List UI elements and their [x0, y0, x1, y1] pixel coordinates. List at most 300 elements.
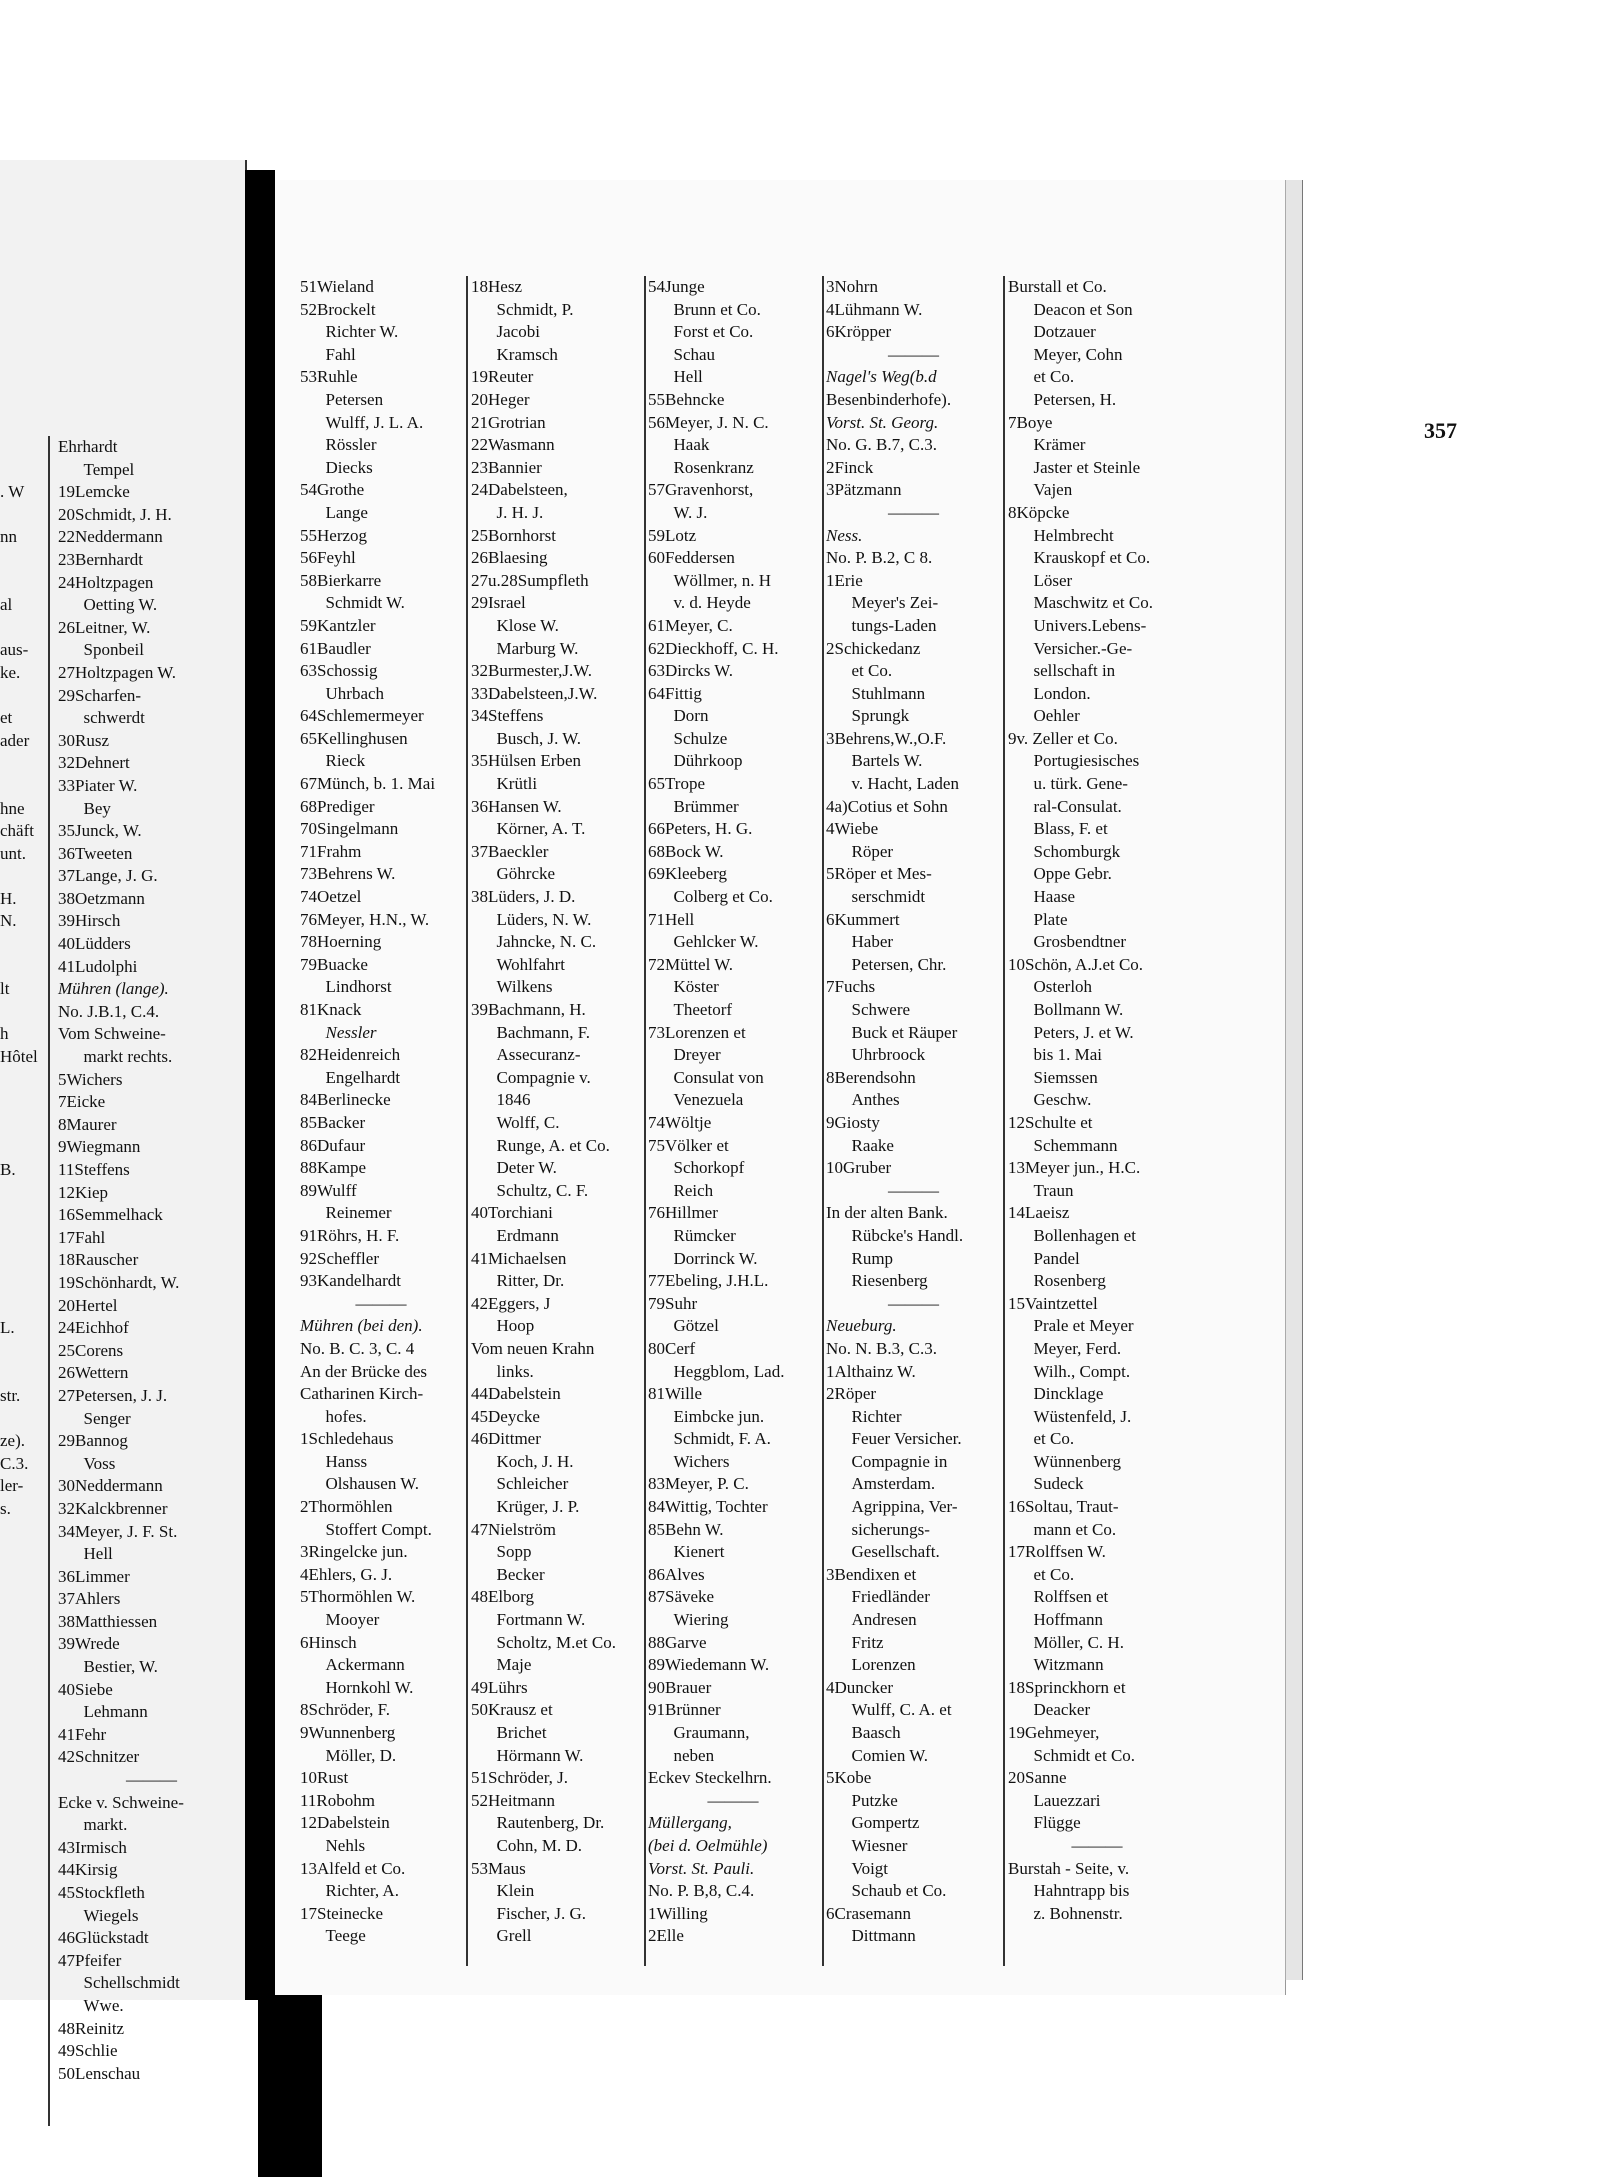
directory-line: 52Heitmann [471, 1790, 556, 1810]
cut-fragment [0, 685, 46, 708]
directory-line: 59Kantzler [300, 615, 376, 635]
directory-line: Neueburg. [826, 1316, 897, 1336]
directory-line: Stuhlmann [851, 683, 926, 703]
directory-line: Erdmann [496, 1225, 559, 1245]
directory-line: Wulff, J. L. A. [325, 412, 424, 432]
cut-fragment: . W [0, 482, 25, 502]
cut-fragment: ler- [0, 1476, 24, 1496]
directory-line: 7Fuchs [826, 977, 876, 997]
directory-line: 84Wittig, Tochter [648, 1497, 768, 1517]
directory-line: 20Heger [471, 389, 530, 409]
cut-fragment [0, 865, 46, 888]
directory-line: 56Feyhl [300, 548, 356, 568]
directory-line: 81Knack [300, 1000, 362, 1019]
directory-line: 37Baeckler [471, 841, 549, 861]
directory-line: Theetorf [673, 1000, 733, 1019]
cut-fragment: ader [0, 730, 30, 750]
directory-line: Schaub et Co. [851, 1881, 947, 1901]
cut-fragment [0, 1091, 46, 1114]
cut-fragment: L. [0, 1318, 15, 1338]
directory-line: Möller, C. H. [1033, 1632, 1124, 1652]
directory-line: Anthes [851, 1090, 900, 1110]
directory-line: 74Wöltje [648, 1112, 712, 1132]
directory-line: 45Stockfleth [58, 1883, 145, 1902]
directory-line: ral-Consulat. [1033, 796, 1122, 816]
directory-line: 44Kirsig [58, 1860, 118, 1880]
directory-line: Wiering [673, 1610, 729, 1630]
directory-line: 8Schröder, F. [300, 1700, 391, 1720]
section-divider: ——— [355, 1293, 407, 1313]
directory-line: Dührkoop [673, 751, 743, 771]
directory-line: 37Ahlers [58, 1589, 121, 1609]
directory-line: Körner, A. T. [496, 819, 586, 839]
directory-line: 44Dabelstein [471, 1384, 561, 1404]
cut-fragment: h [0, 1024, 9, 1044]
directory-line: Stoffert Compt. [325, 1519, 432, 1539]
directory-line: 47Pfeifer [58, 1950, 122, 1970]
directory-line: 2Thormöhlen [300, 1497, 393, 1517]
directory-line: 3Pätzmann [826, 480, 902, 500]
directory-line: 3Bendixen et [826, 1564, 917, 1584]
section-divider: ——— [888, 1180, 939, 1200]
directory-line: 24Dabelsteen, [471, 480, 568, 500]
directory-line: 71Hell [648, 909, 695, 929]
directory-line: Röper [851, 841, 894, 861]
directory-line: Schmidt W. [325, 593, 405, 613]
directory-line: 3Ringelcke jun. [300, 1542, 408, 1562]
directory-line: 37Lange, J. G. [58, 866, 158, 886]
directory-line: Jacobi [496, 322, 540, 342]
directory-line: 25Corens [58, 1340, 124, 1360]
directory-line: 70Singelmann [300, 819, 399, 839]
directory-line: 27u.28Sumpfleth [471, 570, 589, 590]
directory-column-5 [1008, 276, 1186, 1925]
directory-line: Burstah - Seite, v. [1008, 1858, 1130, 1878]
directory-line: Wulff, C. A. et [851, 1700, 952, 1720]
directory-line: 23Bannier [471, 457, 542, 477]
directory-line: Compagnie v. [496, 1067, 591, 1087]
cut-fragment: H. [0, 888, 17, 908]
cut-fragment [0, 1114, 46, 1137]
directory-line: 6Hinsch [300, 1632, 357, 1652]
directory-line: 29Scharfen- [58, 685, 142, 705]
directory-line: 1Schledehaus [300, 1429, 394, 1449]
directory-line: Sprungk [851, 706, 910, 726]
directory-line: 33Dabelsteen,J.W. [471, 683, 598, 703]
directory-line: (bei d. Oelmühle) [648, 1835, 768, 1855]
directory-line: Reich [673, 1180, 714, 1200]
section-divider: ——— [126, 1770, 177, 1790]
directory-line: Blass, F. et [1033, 819, 1108, 839]
directory-line: 10Rust [300, 1768, 349, 1788]
directory-line: Heggblom, Lad. [673, 1361, 785, 1381]
directory-line: Petersen [325, 389, 384, 409]
cut-fragment [0, 617, 46, 640]
directory-line: Haase [1033, 887, 1076, 907]
directory-line: 13Meyer jun., H.C. [1008, 1158, 1141, 1178]
cut-fragment: aus- [0, 640, 29, 660]
directory-line: Richter [851, 1406, 902, 1426]
directory-line: Hörmann W. [496, 1745, 584, 1765]
directory-line: Gompertz [851, 1813, 920, 1833]
directory-line: 53Maus [471, 1858, 526, 1878]
directory-line: Rieck [325, 751, 366, 771]
directory-line: J. H. J. [496, 502, 544, 522]
directory-line: 47Nielström [471, 1519, 556, 1539]
directory-line: 61Baudler [300, 638, 371, 658]
directory-line: Uhrbach [325, 683, 385, 703]
directory-line: Prale et Meyer [1033, 1316, 1134, 1336]
directory-line: 81Wille [648, 1384, 703, 1404]
directory-line: Schellschmidt [83, 1973, 180, 1993]
directory-line: Dittmann [851, 1926, 916, 1946]
directory-line: Vorst. St. Georg. [826, 412, 939, 432]
directory-line: Forst et Co. [673, 322, 754, 342]
directory-line: Hoffmann [1033, 1610, 1104, 1630]
section-divider: ——— [888, 344, 939, 364]
directory-line: 57Gravenhorst, [648, 480, 754, 500]
directory-line: Klose W. [496, 615, 559, 635]
directory-line: Helmbrecht [1033, 525, 1114, 545]
directory-line: 19Gehmeyer, [1008, 1723, 1100, 1742]
directory-line: Bestier, W. [83, 1657, 158, 1677]
directory-line: Buck et Räuper [851, 1022, 958, 1042]
cut-fragment: ke. [0, 662, 21, 682]
directory-line: Kramsch [496, 344, 558, 364]
directory-line: 92Scheffler [300, 1248, 379, 1268]
directory-line: Baasch [851, 1723, 901, 1742]
directory-line: 79Suhr [648, 1293, 698, 1313]
directory-line: 5Röper et Mes- [826, 864, 932, 884]
directory-line: 21Grotrian [471, 412, 546, 432]
directory-line: Hell [83, 1544, 113, 1564]
directory-line: Wiegels [83, 1905, 139, 1925]
directory-line: Schulze [673, 728, 728, 748]
directory-line: 50Krausz et [471, 1700, 553, 1720]
directory-line: Flügge [1033, 1813, 1081, 1833]
directory-line: 88Kampe [300, 1158, 367, 1178]
directory-column-2 [471, 276, 641, 1948]
directory-line: 85Backer [300, 1112, 366, 1132]
directory-line: Möller, D. [325, 1745, 397, 1765]
directory-line: Witzmann [1033, 1655, 1104, 1675]
directory-line: Venezuela [673, 1090, 744, 1110]
directory-line: Andresen [851, 1610, 917, 1630]
directory-line: Richter, A. [325, 1881, 399, 1901]
directory-line: Wwe. [83, 1995, 124, 2015]
directory-line: 53Ruhle [300, 367, 358, 387]
directory-line: 2Finck [826, 457, 874, 477]
directory-line: 19Lemcke [58, 482, 130, 502]
directory-line: Fahl [325, 344, 356, 364]
directory-line: 27Petersen, J. J. [58, 1385, 168, 1405]
directory-line: Rosenberg [1033, 1271, 1106, 1291]
directory-line: 60Feddersen [648, 548, 735, 568]
directory-line: Putzke [851, 1790, 898, 1810]
directory-line: 17Fahl [58, 1227, 106, 1247]
directory-line: 39Wrede [58, 1634, 120, 1654]
directory-line: Cohn, M. D. [496, 1835, 582, 1855]
column-rule [822, 276, 824, 1966]
directory-line: 20Schmidt, J. H. [58, 504, 172, 524]
directory-line: 19Reuter [471, 367, 534, 387]
directory-line: Richter W. [325, 322, 399, 342]
directory-line: Portugiesisches [1033, 751, 1140, 771]
directory-line: Nehls [325, 1835, 366, 1855]
directory-line: 72Müttel W. [648, 954, 734, 974]
cut-fragment [0, 933, 46, 956]
directory-line: Dreyer [673, 1045, 721, 1065]
cut-fragment [0, 549, 46, 572]
directory-column-3 [648, 276, 818, 1948]
directory-line: Rolffsen et [1033, 1587, 1109, 1607]
column-rule [644, 276, 646, 1966]
directory-line: 3Nohrn [826, 277, 878, 296]
directory-line: Compagnie in [851, 1451, 948, 1471]
column-rule [48, 436, 50, 2126]
directory-line: Comien W. [851, 1745, 929, 1765]
directory-line: Diecks [325, 457, 373, 477]
directory-line: 66Peters, H. G. [648, 819, 753, 839]
directory-line: Burstall et Co. [1008, 277, 1107, 296]
directory-line: Schau [673, 344, 716, 364]
directory-line: 24Eichhof [58, 1318, 129, 1338]
directory-line: No. B. C. 3, C. 4 [300, 1338, 415, 1358]
directory-line: Schomburgk [1033, 841, 1121, 861]
directory-line: 62Dieckhoff, C. H. [648, 638, 779, 658]
directory-line: Raake [851, 1135, 894, 1155]
directory-line: Mühren (bei den). [300, 1316, 423, 1336]
directory-line: 48Reinitz [58, 2018, 125, 2038]
directory-line: 26Wettern [58, 1363, 129, 1383]
directory-line: Schwere [851, 1000, 911, 1019]
directory-line: Agrippina, Ver- [851, 1497, 958, 1517]
directory-line: Haber [851, 932, 894, 952]
cut-fragment [0, 1001, 46, 1024]
directory-line: Klein [496, 1881, 535, 1901]
directory-line: serschmidt [851, 887, 926, 907]
directory-line: Nessler [325, 1022, 377, 1042]
directory-line: 42Eggers, J [471, 1293, 551, 1313]
directory-line: Wolff, C. [496, 1112, 560, 1132]
directory-line: Deacon et Son [1033, 299, 1133, 319]
directory-line: Brichet [496, 1723, 547, 1742]
directory-line: 9Giosty [826, 1112, 880, 1132]
directory-line: 89Wiedemann W. [648, 1655, 770, 1675]
directory-line: Schorkopf [673, 1158, 745, 1178]
directory-line: Köster [673, 977, 719, 997]
directory-line: Dotzauer [1033, 322, 1096, 342]
cut-fragment [0, 1249, 46, 1272]
cut-fragment [0, 1136, 46, 1159]
cut-fragment [0, 1340, 46, 1363]
directory-line: 2Elle [648, 1926, 684, 1946]
directory-line: 30Neddermann [58, 1476, 163, 1496]
directory-line: 34Steffens [471, 706, 544, 726]
directory-line: Sponbeil [83, 640, 144, 660]
directory-line: 36Tweeten [58, 843, 133, 863]
directory-line: Bey [83, 798, 111, 818]
directory-line: 89Wulff [300, 1180, 357, 1200]
directory-line: Univers.Lebens- [1033, 615, 1147, 635]
directory-line: 35Hülsen Erben [471, 751, 582, 771]
section-divider: ——— [888, 1293, 939, 1313]
directory-line: Lange [325, 502, 368, 522]
directory-line: Ness. [826, 525, 863, 545]
directory-line: 65Kellinghusen [300, 728, 408, 748]
directory-line: 4Lühmann W. [826, 299, 923, 319]
directory-line: u. türk. Gene- [1033, 774, 1128, 794]
directory-line: 25Bornhorst [471, 525, 556, 545]
directory-line: 9Wiegmann [58, 1137, 141, 1157]
directory-line: 90Brauer [648, 1677, 712, 1697]
directory-line: 36Hansen W. [471, 796, 562, 816]
directory-line: Hornkohl W. [325, 1677, 414, 1697]
directory-line: 2Schickedanz [826, 638, 921, 658]
directory-line: 86Dufaur [300, 1135, 366, 1155]
directory-line: No. G. B.7, C.3. [826, 435, 937, 455]
directory-line: Göhrcke [496, 864, 556, 884]
column-rule [466, 276, 468, 1966]
directory-line: 45Deycke [471, 1406, 540, 1426]
cut-fragment: hne [0, 798, 25, 818]
directory-line: Rosenkranz [673, 457, 754, 477]
directory-line: 36Limmer [58, 1566, 130, 1586]
directory-line: bis 1. Mai [1033, 1045, 1102, 1065]
directory-line: 46Glückstadt [58, 1928, 149, 1948]
directory-line: hofes. [325, 1406, 367, 1426]
cut-fragment: N. [0, 911, 17, 931]
directory-line: 5Kobe [826, 1768, 872, 1788]
directory-line: W. J. [673, 502, 708, 522]
directory-line: Schmidt, F. A. [673, 1429, 771, 1449]
directory-line: 1Willing [648, 1903, 708, 1923]
directory-line: Bollmann W. [1033, 1000, 1124, 1019]
directory-line: sicherungs- [851, 1519, 930, 1539]
directory-line: Hahntrapp bis [1033, 1881, 1130, 1901]
cut-fragment: chäft [0, 821, 34, 841]
directory-line: Dincklage [1033, 1384, 1104, 1404]
directory-line: Oehler [1033, 706, 1080, 726]
directory-line: Hanss [325, 1451, 368, 1471]
directory-line: 73Lorenzen et [648, 1022, 746, 1042]
directory-line: 91Röhrs, H. F. [300, 1225, 400, 1245]
directory-line: Fritz [851, 1632, 884, 1652]
cut-fragment [0, 752, 46, 775]
cut-fragment [0, 459, 46, 482]
directory-line: 80Cerf [648, 1338, 696, 1358]
directory-line: Vom neuen Krahn [471, 1338, 595, 1358]
cut-fragment: str. [0, 1385, 21, 1405]
directory-line: 91Brünner [648, 1700, 721, 1720]
directory-line: 18Rauscher [58, 1250, 139, 1270]
directory-line: Schmidt, P. [496, 299, 574, 319]
directory-line: Rump [851, 1248, 894, 1268]
directory-line: 46Dittmer [471, 1429, 541, 1449]
directory-line: Hell [673, 367, 703, 387]
directory-column-4 [826, 276, 1001, 1948]
directory-line: Marburg W. [496, 638, 579, 658]
page-number: 357 [1424, 418, 1457, 443]
directory-line: 20Sanne [1008, 1768, 1067, 1788]
directory-line: Wilkens [496, 977, 553, 997]
directory-line: 6Kröpper [826, 322, 892, 342]
directory-line: 26Blaesing [471, 548, 548, 568]
directory-line: 19Schönhardt, W. [58, 1272, 180, 1292]
cut-fragment [0, 956, 46, 979]
directory-line: tungs-Laden [851, 615, 937, 635]
cut-fragment [0, 1362, 46, 1385]
directory-line: 51Wieland [300, 277, 374, 296]
directory-line: Scholtz, M.et Co. [496, 1632, 616, 1652]
directory-line: Runge, A. et Co. [496, 1135, 610, 1155]
directory-line: 11Robohm [300, 1790, 375, 1810]
cut-fragment [0, 1272, 46, 1295]
cut-fragment [0, 1204, 46, 1227]
directory-line: Vorst. St. Pauli. [648, 1858, 755, 1878]
directory-line: No. P. B,8, C.4. [648, 1881, 755, 1901]
directory-line: 18Sprinckhorn et [1008, 1677, 1126, 1697]
directory-line: 54Grothe [300, 480, 365, 500]
directory-line: In der alten Bank. [826, 1203, 948, 1223]
directory-line: 40Siebe [58, 1679, 113, 1699]
directory-line: Rautenberg, Dr. [496, 1813, 605, 1833]
directory-line: 75Völker et [648, 1135, 729, 1155]
directory-line: Krütli [496, 774, 538, 794]
directory-line: Meyer, Cohn [1033, 344, 1123, 364]
cut-fragment [0, 436, 46, 459]
directory-line: 43Irmisch [58, 1837, 127, 1857]
directory-line: 51Schröder, J. [471, 1768, 569, 1788]
directory-line: Olshausen W. [325, 1474, 419, 1494]
directory-line: Deter W. [496, 1158, 557, 1178]
directory-line: Fortmann W. [496, 1610, 586, 1630]
directory-line: 27Holtzpagen W. [58, 662, 177, 682]
directory-line: Lindhorst [325, 977, 392, 997]
cut-fragment [0, 1227, 46, 1250]
directory-line: Reinemer [325, 1203, 392, 1223]
directory-line: Colberg et Co. [673, 887, 773, 907]
directory-line: Jaster et Steinle [1033, 457, 1141, 477]
directory-line: Amsterdam. [851, 1474, 936, 1494]
directory-line: 41Ludolphi [58, 956, 138, 976]
directory-line: 6Crasemann [826, 1903, 911, 1923]
directory-line: 5Thormöhlen W. [300, 1587, 416, 1607]
directory-line: 4Duncker [826, 1677, 894, 1697]
directory-line: 76Meyer, H.N., W. [300, 909, 430, 929]
directory-line: 8Berendsohn [826, 1067, 916, 1087]
directory-line: 32Burmester,J.W. [471, 661, 592, 681]
directory-line: 52Brockelt [300, 299, 376, 319]
directory-line: Rössler [325, 435, 377, 455]
directory-line: mann et Co. [1033, 1519, 1117, 1539]
directory-line: Rümcker [673, 1225, 736, 1245]
directory-line: 1Erie [826, 570, 863, 590]
directory-line: 87Säveke [648, 1587, 715, 1607]
directory-line: Kienert [673, 1542, 725, 1562]
directory-line: Feuer Versicher. [851, 1429, 962, 1449]
directory-line: 68Bock W. [648, 841, 724, 861]
directory-line: z. Bohnenstr. [1033, 1903, 1123, 1923]
directory-line: 2Röper [826, 1384, 877, 1404]
directory-line: Eimbcke jun. [673, 1406, 765, 1426]
directory-line: 93Kandelhardt [300, 1271, 402, 1291]
directory-line: 20Hertel [58, 1295, 118, 1315]
directory-line: Dorrinck W. [673, 1248, 758, 1268]
page-edge [1285, 180, 1303, 1980]
section-divider: ——— [888, 502, 939, 522]
directory-line: Graumann, [673, 1723, 750, 1742]
